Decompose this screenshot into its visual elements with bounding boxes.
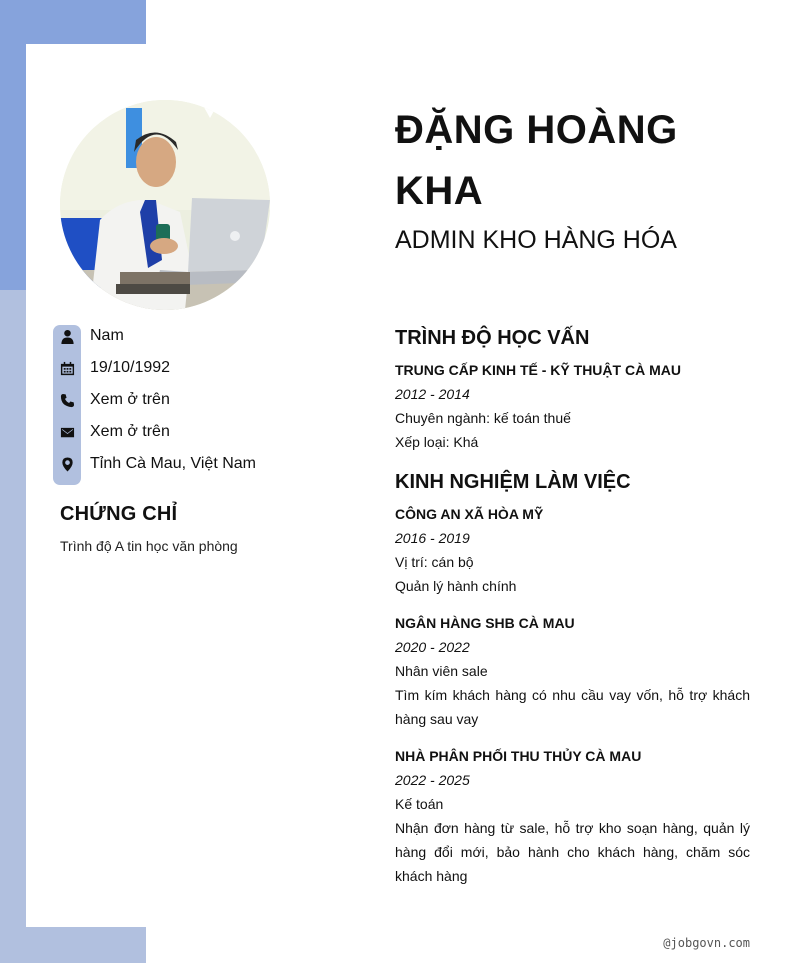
- email-icon: [53, 416, 81, 448]
- education-heading: TRÌNH ĐỘ HỌC VẤN: [395, 327, 590, 349]
- gender-value: Nam: [90, 327, 124, 344]
- contact-email: [53, 416, 343, 448]
- candidate-name: ĐẶNG HOÀNG KHA: [395, 108, 678, 213]
- experience-company: NHÀ PHÂN PHỐI THU THỦY CÀ MAU: [395, 748, 642, 764]
- education-detail: Xếp loại: Khá: [395, 434, 479, 450]
- contact-birthdate: [53, 352, 343, 384]
- contact-address: [53, 448, 343, 480]
- experience-detail: Quản lý hành chính: [395, 578, 517, 594]
- location-pin-icon: [53, 448, 81, 480]
- experience-detail: Kế toán: [395, 796, 444, 812]
- contact-gender: [53, 320, 343, 352]
- phone-icon: [53, 384, 81, 416]
- email-value: Xem ở trên: [90, 423, 170, 440]
- experience-company: NGÂN HÀNG SHB CÀ MAU: [395, 615, 575, 631]
- experience-company: CÔNG AN XÃ HÒA MỸ: [395, 506, 544, 522]
- watermark-text: @jobgovn.com: [663, 936, 750, 950]
- education-period: 2012 - 2014: [395, 386, 470, 402]
- certificates-heading: CHỨNG CHỈ: [60, 503, 178, 525]
- experience-period: 2020 - 2022: [395, 639, 470, 655]
- profile-photo: [60, 100, 270, 310]
- contact-phone: [53, 384, 343, 416]
- person-icon: [53, 320, 81, 352]
- calendar-icon: [53, 352, 81, 384]
- education-school: TRUNG CẤP KINH TẾ - KỸ THUẬT CÀ MAU: [395, 362, 681, 378]
- experience-heading: KINH NGHIỆM LÀM VIỆC: [395, 471, 631, 493]
- experience-detail: Tìm kím khách hàng có nhu cầu vay vốn, hỗ trợ khách hàng sau vay: [395, 687, 750, 727]
- experience-period: 2016 - 2019: [395, 530, 470, 546]
- certificate-item: Trình độ A tin học văn phòng: [60, 538, 238, 554]
- experience-detail: Nhận đơn hàng từ sale, hỗ trợ kho soạn hàng, quản lý hàng đổi mới, bảo hành cho khách hàng, chăm sóc khách hàng: [395, 820, 750, 884]
- education-detail: Chuyên ngành: kế toán thuế: [395, 410, 571, 426]
- experience-period: 2022 - 2025: [395, 772, 470, 788]
- birthdate-value: 19/10/1992: [90, 359, 171, 376]
- phone-value: Xem ở trên: [90, 391, 170, 408]
- experience-detail: Nhân viên sale: [395, 663, 488, 679]
- address-value: Tỉnh Cà Mau, Việt Nam: [90, 455, 256, 472]
- experience-detail: Vị trí: cán bộ: [395, 554, 474, 570]
- job-position: ADMIN KHO HÀNG HÓA: [395, 226, 677, 254]
